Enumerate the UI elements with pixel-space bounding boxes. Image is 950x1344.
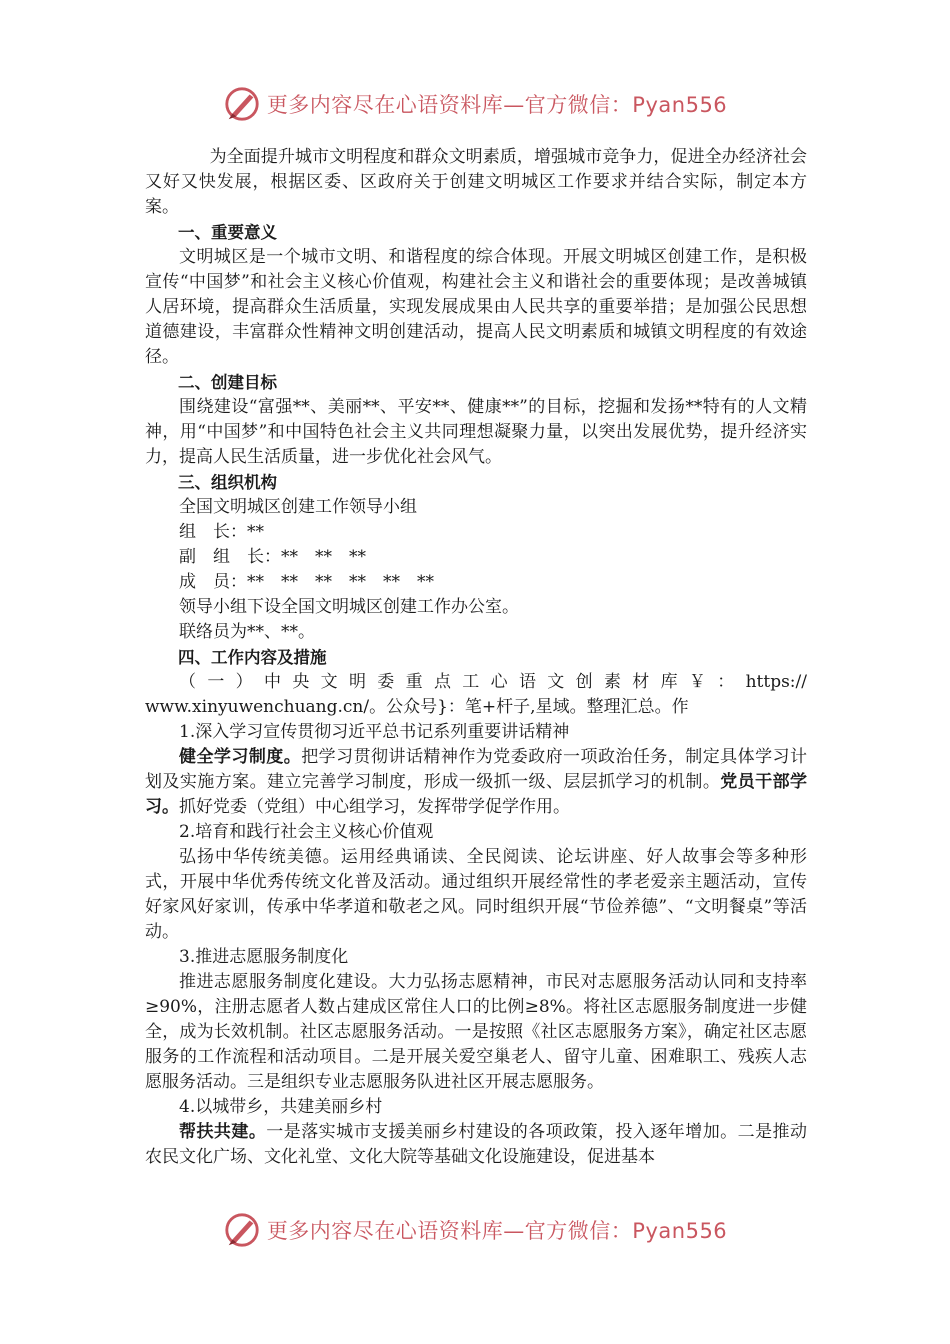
group-leader: 组 长：** (179, 522, 264, 542)
item-1-text-2: 抓好党委（党组）中心组学习，发挥带学促学作用。 (179, 797, 570, 817)
item-1-text-1: 把学习贯彻讲话精神作为党委政府一项政治任务，制定具体学习计划及实施方案。建立完善学习制度，形成一级抓一级、层层抓学习的机制。 (145, 747, 808, 792)
subsection-1-line-2: www.xinyuwenchuang.cn/。公众号}：笔+杆子,星域。整理汇总。作 (145, 697, 689, 717)
subsection-1-line-1: （一）中央文明委重点工心语文创素材库￥：https:// (179, 672, 807, 692)
banner-text: 更多内容尽在心语资料库—官方微信：Pyan556 (266, 1219, 728, 1243)
item-4-bold-1: 帮扶共建。 (179, 1122, 267, 1142)
item-1-bold-2: 党员干部学习。 (145, 772, 808, 817)
item-3-title: 3.推进志愿服务制度化 (179, 947, 349, 967)
deputy-leaders: 副 组 长：** ** ** (179, 547, 366, 567)
document-body (145, 145, 807, 1170)
group-members: 成 员：** ** ** ** ** ** (179, 572, 434, 592)
item-1-bold-1: 健全学习制度。 (179, 747, 302, 767)
leading-group-name: 全国文明城区创建工作领导小组 (179, 497, 417, 517)
banner-text: 更多内容尽在心语资料库—官方微信：Pyan556 (266, 93, 728, 117)
item-2-title: 2.培育和践行社会主义核心价值观 (179, 822, 434, 842)
item-1-title: 1.深入学习宣传贯彻习近平总书记系列重要讲话精神 (179, 722, 570, 742)
section-1-title: 一、重要意义 (178, 223, 277, 242)
office-note: 领导小组下设全国文明城区创建工作办公室。 (179, 597, 519, 617)
section-2-body: 围绕建设“富强**、美丽**、平安**、健康**”的目标，挖掘和发扬**特有的人文精神，用“中国梦”和中国特色社会主义共同理想凝聚力量，以突出发展优势，提升经济实力，提高人民生活质量，进一步优化社会风气。 (145, 397, 807, 467)
footer-banner (0, 1208, 950, 1252)
section-4-title: 四、工作内容及措施 (178, 648, 327, 667)
item-4-title: 4.以城带乡，共建美丽乡村 (179, 1097, 383, 1117)
section-3-title: 三、组织机构 (178, 473, 277, 492)
section-1-body: 文明城区是一个城市文明、和谐程度的综合体现。开展文明城区创建工作，是积极宣传“中国梦”和社会主义核心价值观，构建社会主义和谐社会的重要体现；是改善城镇人居环境，提高群众生活质量，实现发展成果由人民共享的重要举措；是加强公民思想道德建设，丰富群众性精神文明创建活动，提高人民文明素质和城镇文明程度的有效途径。 (145, 247, 807, 367)
item-4-text-1: 一是落实城市支援美丽乡村建设的各项政策，投入逐年增加。二是推动农民文化广场、文化礼堂、文化大院等基础文化设施建设，促进基本 (145, 1122, 808, 1167)
intro-paragraph: 为全面提升城市文明程度和群众文明素质，增强城市竞争力，促进全办经济社会又好又快发展，根据区委、区政府关于创建文明城区工作要求并结合实际，制定本方案。 (145, 147, 807, 217)
item-2-body: 弘扬中华传统美德。运用经典诵读、全民阅读、论坛讲座、好人故事会等多种形式，开展中华优秀传统文化普及活动。通过组织开展经常性的孝老爱亲主题活动，宣传好家风好家训，传承中华孝道和敬老之风。同时组织开展“节俭养德”、“文明餐桌”等活动。 (145, 847, 807, 942)
item-4-body (145, 1120, 807, 1170)
section-2-title: 二、创建目标 (178, 373, 277, 392)
pen-circle-logo-icon (223, 1211, 261, 1249)
item-1-body (145, 745, 807, 820)
contact-persons: 联络员为**、**。 (179, 622, 315, 642)
item-3-body: 推进志愿服务制度化建设。大力弘扬志愿精神，市民对志愿服务活动认同和支持率≥90%，注册志愿者人数占建成区常住人口的比例≥8%。将社区志愿服务制度进一步健全，成为长效机制。社区志愿服务活动。一是按照《社区志愿服务方案》，确定社区志愿服务的工作流程和活动项目。二是开展关爱空巢老人、留守儿童、困难职工、残疾人志愿服务活动。三是组织专业志愿服务队进社区开展志愿服务。 (145, 972, 807, 1092)
header-banner (0, 82, 950, 126)
pen-circle-logo-icon (223, 85, 261, 123)
